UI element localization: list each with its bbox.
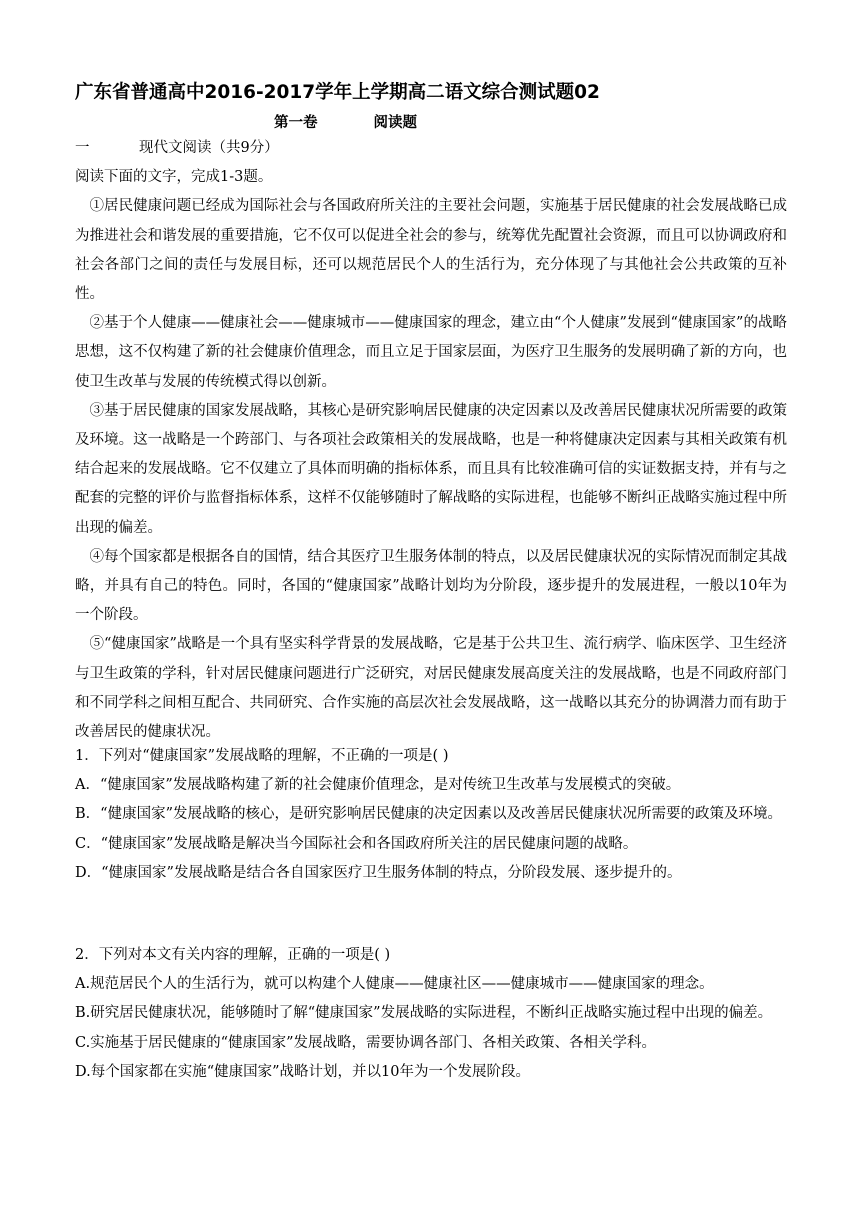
question-stem: 2．下列对本文有关内容的理解，正确的一项是( ) (75, 947, 391, 963)
passage-paragraph-1: ①居民健康问题已经成为国际社会与各国政府所关注的主要社会问题，实施基于居民健康的社会发展战略已成为推进社会和谐发展的重要措施，它不仅可以促进全社会的参与，统筹优先配置社会资源，而且可以协调政府和社会各部门之间的责任与发展目标，还可以规范居民个人的生活行为，充分体现了与其他社会公共政策的互补性。 (75, 198, 787, 303)
section-heading (274, 111, 417, 132)
question-option: C.实施基于居民健康的“健康国家”发展战略，需要协调各部门、各相关政策、各相关学科。 (75, 1034, 657, 1051)
question-option: B.研究居民健康状况，能够随时了解“健康国家”发展战略的实际进程，不断纠正战略实施过程中出现的偏差。 (75, 1005, 773, 1022)
section-name: 阅读题 (373, 114, 417, 131)
question-option: A．“健康国家”发展战略构建了新的社会健康价值理念，是对传统卫生改革与发展模式的突破。 (75, 777, 681, 794)
passage-paragraph-5: ⑤“健康国家”战略是一个具有坚实科学背景的发展战略，它是基于公共卫生、流行病学、临床医学、卫生经济与卫生政策的学科，针对居民健康问题进行广泛研究，对居民健康发展高度关注的发展战略，也是不同政府部门和不同学科之间相互配合、共同研究、合作实施的高层次社会发展战略，这一战略以其充分的协调潜力而有助于改善居民的健康状况。 (75, 636, 787, 741)
part-heading-text: 现代文阅读（共9分） (139, 140, 279, 156)
reading-instruction: 阅读下面的文字，完成1-3题。 (75, 169, 273, 186)
question-option: A.规范居民个人的生活行为，就可以构建个人健康——健康社区——健康城市——健康国家的理念。 (75, 976, 714, 993)
document-title: 广东省普通高中2016-2017学年上学期高二语文综合测试题02 (75, 82, 600, 103)
question-option: B．“健康国家”发展战略的核心，是研究影响居民健康的决定因素以及改善居民健康状况所需要的政策及环境。 (75, 806, 782, 823)
question-option: D．“健康国家”发展战略是结合各自国家医疗卫生服务体制的特点，分阶段发展、逐步提升的。 (75, 864, 682, 881)
question-1 (75, 742, 787, 888)
passage-paragraph-3: ③基于居民健康的国家发展战略，其核心是研究影响居民健康的决定因素以及改善居民健康状况所需要的政策及环境。这一战略是一个跨部门、与各项社会政策相关的发展战略，也是一种将健康决定因素与其相关政策有机结合起来的发展战略。它不仅建立了具体而明确的指标体系，而且具有比较准确可信的实证数据支持，并有与之配套的完整的评价与监督指标体系，这样不仅能够随时了解战略的实际进程，也能够不断纠正战略实施过程中所出现的偏差。 (75, 402, 787, 536)
part-one-heading (75, 134, 787, 163)
question-2 (75, 941, 787, 1087)
passage-paragraph-4: ④每个国家都是根据各自的国情，结合其医疗卫生服务体制的特点，以及居民健康状况的实际情况而制定其战略，并具有自己的特色。同时，各国的“健康国家”战略计划均为分阶段，逐步提升的发展进程，一般以10年为一个阶段。 (75, 548, 787, 624)
question-option: C．“健康国家”发展战略是解决当今国际社会和各国政府所关注的居民健康问题的战略。 (75, 835, 638, 852)
part-number: 一 (75, 140, 90, 156)
reading-passage (75, 134, 787, 747)
question-stem: 1．下列对“健康国家”发展战略的理解，不正确的一项是( ) (75, 748, 449, 764)
volume-label: 第一卷 (274, 114, 318, 131)
question-option: D.每个国家都在实施“健康国家”战略计划，并以10年为一个发展阶段。 (75, 1063, 530, 1080)
passage-paragraph-2: ②基于个人健康——健康社会——健康城市——健康国家的理念，建立由“个人健康”发展到“健康国家”的战略思想，这不仅构建了新的社会健康价值理念，而且立足于国家层面，为医疗卫生服务的发展明确了新的方向，也使卫生改革与发展的传统模式得以创新。 (75, 315, 787, 390)
